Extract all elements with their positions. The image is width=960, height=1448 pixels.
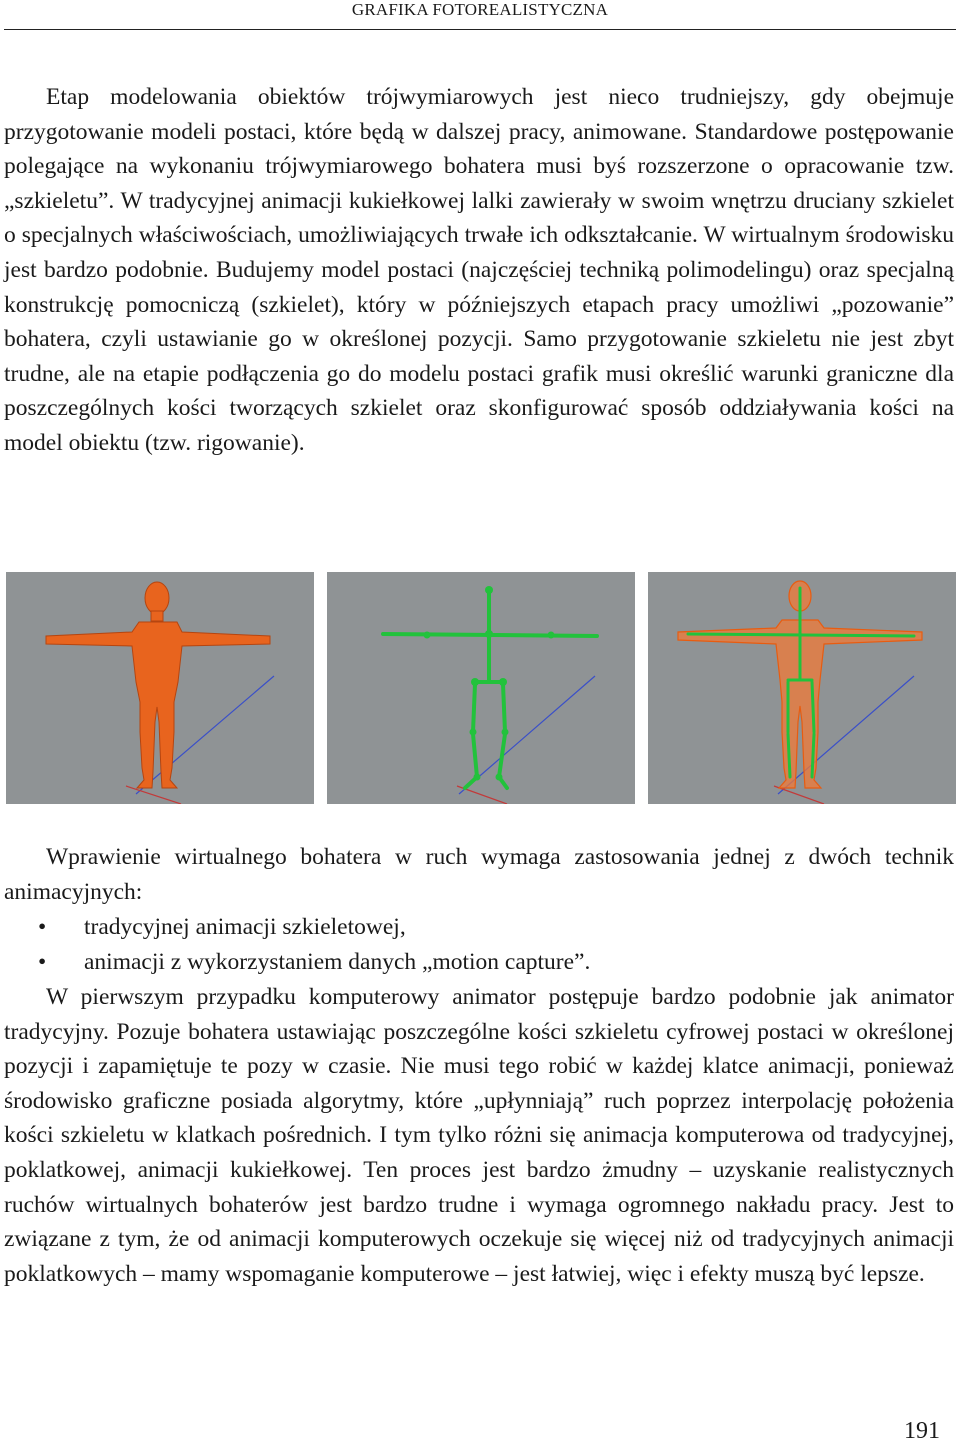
list-item: • tradycyjnej animacji szkieletowej, bbox=[4, 910, 954, 945]
figure-mesh-model bbox=[6, 572, 314, 804]
figure-skeleton bbox=[327, 572, 635, 804]
paragraph-animation-intro: Wprawienie wirtualnego bohatera w ruch wymaga zastosowania jednej z dwóch technik animacyjnych: bbox=[4, 844, 954, 905]
header-rule bbox=[4, 29, 956, 30]
bullet-icon: • bbox=[38, 948, 47, 975]
figure-row bbox=[6, 572, 956, 804]
figure-rigged-model bbox=[648, 572, 956, 804]
running-header: GRAFIKA FOTOREALISTYCZNA bbox=[351, 0, 609, 19]
bullet-icon: • bbox=[38, 914, 47, 940]
list-item: • animacji z wykorzystaniem danych „motion capture”. bbox=[4, 945, 954, 980]
technique-list bbox=[4, 910, 954, 979]
paragraph-modeling: Etap modelowania obiektów trójwymiarowych jest nieco trudniejszy, gdy obejmuje przygotowanie modeli postaci, które będą w dalszej pracy, animowane. Standardowe postępowanie polegające na wykonaniu trójwymiarowego bohatera musi byś rozszerzone o opracowanie tzw. „szkieletu”. W tradycyjnej animacji kukiełkowej lalki zawierały w swoim wnętrzu druciany szkielet o specjalnych właściwościach, umożliwiających trwałe ich odkształcanie. W wirtualnym środowisku jest bardzo podobnie. Budujemy model postaci (najczęściej techniką polimodelingu) oraz specjalną konstrukcję pomocniczą (szkielet), który w późniejszych etapach pracy umożliwi „pozowanie” bohatera, czyli ustawianie go w określonej pozycji. Samo przygotowanie szkieletu nie jest zbyt trudne, ale na etapie podłączenia go do modelu postaci grafik musi określić warunki graniczne dla poszczególnych kości tworzących szkielet oraz skonfigurować sposób oddziaływania kości na model obiektu (tzw. rigowanie). bbox=[4, 84, 954, 456]
paragraph-keyframe-animation: W pierwszym przypadku komputerowy animator postępuje bardzo podobnie jak animator tradycyjny. Pozuje bohatera ustawiając poszczególne kości szkieletu cyfrowej postaci w określonej pozycji i zapamiętuje te pozy w czasie. Nie musi tego robić w każdej klatce animacji, ponieważ środowisko graficzne posiada algorytmy, które „upłynniają” ruch poprzez interpolację położenia kości szkieletu w klatkach pośrednich. I tym tylko różni się animacja komputerowa od tradycyjnej, poklatkowej, animacji kukiełkowej. Ten proces jest bardzo żmudny – uzyskanie realistycznych ruchów wirtualnych bohaterów jest bardzo trudne i wymaga ogromnego nakładu pracy. Jest to związane z tym, że od animacji komputerowych oczekuje się więcej niż od tradycyjnych animacji poklatkowych – mamy wspomaganie komputerowe – jest łatwiej, więc i efekty muszą być lepsze. bbox=[4, 984, 954, 1287]
viewport-background bbox=[327, 572, 635, 804]
page-number: 191 bbox=[904, 1418, 940, 1444]
